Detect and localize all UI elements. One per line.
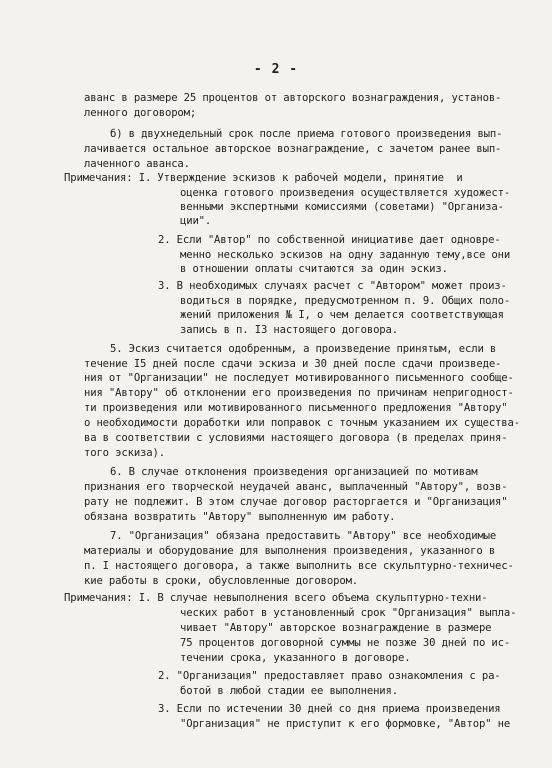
text-line: материалы и оборудование для выполнения произведения, указанного в: [84, 545, 496, 557]
text-line: оценка готового произведения осуществляется художест-: [180, 187, 511, 199]
text-line: ленного договором;: [84, 107, 197, 119]
text-line: п. I настоящего договора, а также выполнить все скульптурно-техничес-: [84, 560, 514, 572]
text-line: 2. Если "Автор" по собственной инициативе дает одновре-: [158, 234, 501, 246]
text-line: аванс в размере 25 процентов от авторского вознаграждения, установ-: [84, 92, 502, 104]
text-line: ния "Автору" об отклонении его произведения по причинам непригодност-: [84, 387, 514, 399]
text-line: запись в п. I3 настоящего договора.: [180, 324, 398, 336]
text-line: лачивается остальное авторское вознаграждение, с зачетом ранее вып-: [84, 143, 502, 155]
text-line: того эскиза).: [84, 447, 165, 459]
text-line: ния от "Организации" не последует мотивированного письменного сообще-: [84, 372, 514, 384]
text-line: чивает "Автору" авторское вознаграждение в размере: [180, 622, 492, 634]
text-line: признания его творческой неудачей аванс, выплаченный "Автору", возв-: [84, 481, 508, 493]
text-line: жений приложения № I, о чем делается соответствующая: [180, 309, 504, 321]
text-line: 3. В необходимых случаях расчет с "Автором" может произ-: [158, 280, 507, 292]
text-line: обязана возвратить "Автору" выполненную им работу.: [84, 511, 396, 523]
text-line: кие работы в сроки, обусловленные договором.: [84, 575, 359, 587]
text-line: рату не подлежит. В этом случае договор расторгается и "Организация": [84, 496, 508, 508]
text-line: "Организация" не приступит к его формовке, "Автор" не: [180, 718, 511, 730]
text-line: 2. "Организация" предоставляет право ознакомления с ра-: [158, 670, 501, 682]
text-line: течение I5 дней после сдачи эскиза и 30 дней после сдачи произведе-: [84, 358, 502, 370]
text-line: б) в двухнедельный срок после приема готового произведения вып-: [110, 128, 503, 140]
text-line: венными экспертными комиссиями (советами) "Организа-: [180, 201, 504, 213]
text-line: менно несколько эскизов на одну заданную тему,все они: [180, 249, 511, 261]
text-line: ва в соответствии с условиями настоящего договора (в пределах приня-: [84, 432, 508, 444]
text-line: 75 процентов договорной суммы не позже 30 дней по ис-: [180, 637, 511, 649]
notes-heading-line: Примечания: I. В случае невыполнения всего объема скульптурно-техни-: [64, 592, 488, 604]
text-line: течении срока, указанного в договоре.: [180, 652, 411, 664]
text-line: ти произведения или мотивированного письменного предложения "Автору": [84, 402, 508, 414]
text-line: в отношении оплаты считаются за один эскиз.: [180, 263, 448, 275]
text-line: ботой в любой стадии ее выполнения.: [180, 685, 398, 697]
text-line: 6. В случае отклонения произведения организацией по мотивам: [110, 466, 478, 478]
notes-heading-line: Примечания: I. Утверждение эскизов к рабочей модели, принятие и: [64, 172, 463, 184]
text-line: ческих работ в установленный срок "Организация" выпла-: [180, 607, 517, 619]
page-number: - 2 -: [253, 62, 299, 77]
text-line: водиться в порядке, предусмотренном п. 9. Общих поло-: [180, 295, 511, 307]
text-line: ции".: [180, 215, 212, 227]
text-line: 5. Эскиз считается одобренным, а произведение принятым, если в: [110, 343, 497, 355]
text-line: лаченного аванса.: [84, 158, 190, 170]
text-line: 3. Если по истечении 30 дней со дня приема произведения: [158, 703, 501, 715]
text-line: 7. "Организация" обязана предоставить "Автору" все необходимые: [110, 530, 497, 542]
text-line: о необходимости доработки или поправок с точным указанием их существа-: [84, 417, 520, 429]
